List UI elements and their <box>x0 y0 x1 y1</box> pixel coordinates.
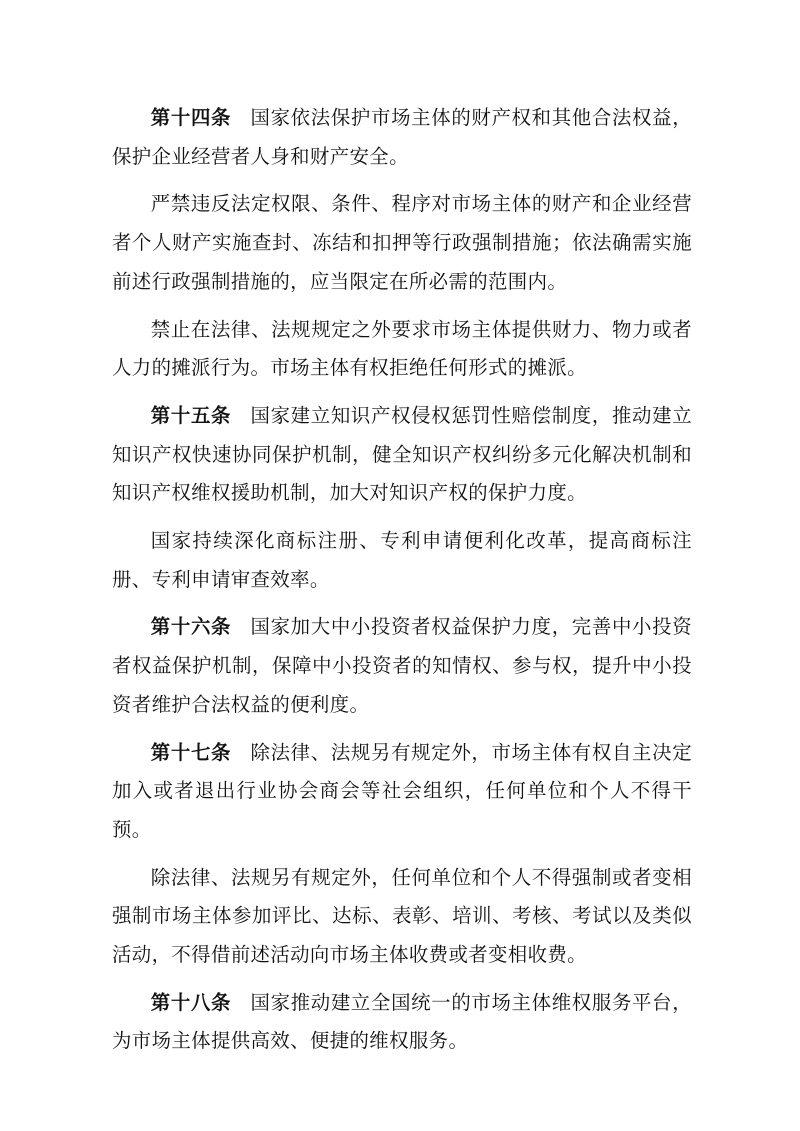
paragraph-text: 国家推动建立全国统一的市场主体维权服务平台，为市场主体提供高效、便捷的维权服务。 <box>112 990 692 1053</box>
paragraph-text: 国家加大中小投资者权益保护力度，完善中小投资者权益保护机制，保障中小投资者的知情权、参与权，提升中小投资者维护合法权益的便利度。 <box>112 615 692 716</box>
paragraph-text: 除法律、法规另有规定外，任何单位和个人不得强制或者变相强制市场主体参加评比、达标、表彰、培训、考核、考试以及类似活动，不得借前述活动向市场主体收费或者变相收费。 <box>112 865 692 967</box>
paragraph-text: 禁止在法律、法规规定之外要求市场主体提供财力、物力或者人力的摊派行为。市场主体有权拒绝任何形式的摊派。 <box>112 317 692 380</box>
paragraph-text: 除法律、法规另有规定外，市场主体有权自主决定加入或者退出行业协会商会等社会组织，任何单位和个人不得干预。 <box>112 740 692 841</box>
paragraph-article-14 <box>112 99 692 176</box>
article-label: 第十五条 <box>150 403 232 427</box>
paragraph-text: 国家持续深化商标注册、专利申请便利化改革，提高商标注册、专利申请审查效率。 <box>112 529 692 591</box>
paragraph-article-17 <box>112 734 692 850</box>
paragraph-article-14-clause-3 <box>112 311 692 388</box>
paragraph-article-16 <box>112 608 692 724</box>
article-label: 第十八条 <box>150 990 232 1014</box>
article-label: 第十七条 <box>150 740 232 764</box>
document-page <box>112 99 692 1070</box>
article-label: 第十四条 <box>150 106 232 129</box>
paragraph-text: 严禁违反法定权限、条件、程序对市场主体的财产和企业经营者个人财产实施查封、冻结和扣押等行政强制措施；依法确需实施前述行政强制措施的，应当限定在所必需的范围内。 <box>112 192 692 293</box>
paragraph-article-15-clause-2 <box>112 522 692 599</box>
paragraph-article-17-clause-2 <box>112 859 692 975</box>
paragraph-article-18 <box>112 984 692 1061</box>
paragraph-text: 国家依法保护市场主体的财产权和其他合法权益，保护企业经营者人身和财产安全。 <box>112 106 692 168</box>
paragraph-article-14-clause-2 <box>112 185 692 301</box>
article-label: 第十六条 <box>150 615 232 639</box>
paragraph-text: 国家建立知识产权侵权惩罚性赔偿制度，推动建立知识产权快速协同保护机制，健全知识产权纠纷多元化解决机制和知识产权维权援助机制，加大对知识产权的保护力度。 <box>112 403 692 505</box>
paragraph-article-15 <box>112 397 692 513</box>
